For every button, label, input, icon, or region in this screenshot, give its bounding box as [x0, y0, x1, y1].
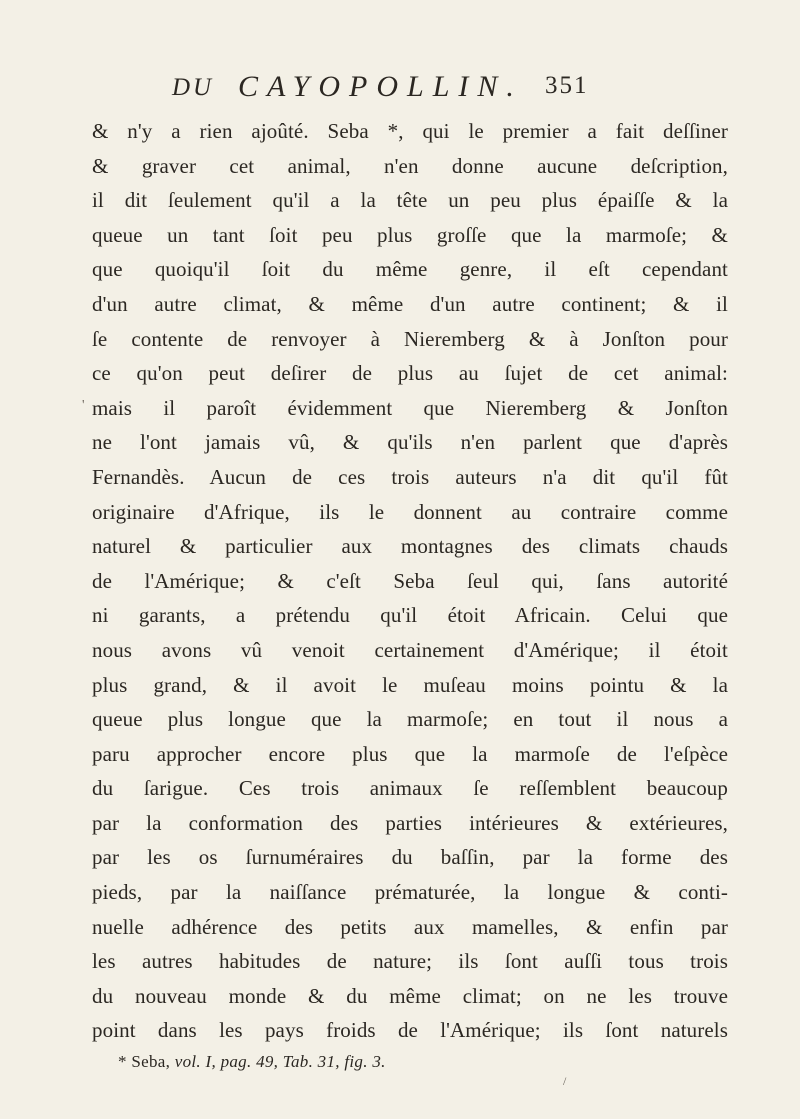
page-number: 351: [545, 72, 589, 99]
text-line: ſe contente de renvoyer à Nieremberg & à Jonſton pour: [92, 326, 728, 351]
text-line: de l'Amérique; & c'eſt Seba ſeul qui, ſans autorité: [92, 568, 728, 593]
footnote-marker: *: [118, 1052, 127, 1071]
text-line: pieds, par la naiſſance prématurée, la longue & conti-: [92, 880, 728, 905]
text-line: point dans les pays froids de l'Amérique; ils ſont naturels: [92, 1018, 728, 1043]
text-line: nuelle adhérence des petits aux mamelles, & enfin par: [92, 914, 728, 939]
text-line: ne l'ont jamais vû, & qu'ils n'en parlent que d'après: [92, 430, 728, 455]
footnote-author: Seba,: [131, 1052, 171, 1071]
text-line: queue un tant ſoit peu plus groſſe que la marmoſe; &: [92, 222, 728, 247]
text-line: originaire d'Afrique, ils le donnent au contraire comme: [92, 499, 728, 524]
body-text: [92, 114, 728, 1048]
running-header: [172, 70, 612, 108]
text-line: d'un autre climat, & même d'un autre continent; & il: [92, 291, 728, 316]
footnote-reference: vol. I, pag. 49,: [174, 1052, 279, 1071]
text-line: naturel & particulier aux montagnes des climats chauds: [92, 534, 728, 559]
text-line: du nouveau monde & du même climat; on ne les trouve: [92, 983, 728, 1008]
text-line: & n'y a rien ajoûté. Seba *, qui le premier a fait deſſiner: [92, 119, 728, 143]
text-line: Fernandès. Aucun de ces trois auteurs n'a dit qu'il fût: [92, 464, 728, 489]
text-line: par la conformation des parties intérieures & extérieures,: [92, 810, 728, 835]
text-line: plus grand, & il avoit le muſeau moins pointu & la: [92, 672, 728, 697]
text-line: mais il paroît évidemment que Nieremberg & Jonſton: [92, 395, 728, 420]
text-line: il dit ſeulement qu'il a la tête un peu plus épaiſſe & la: [92, 188, 728, 213]
header-du: DU: [172, 74, 215, 101]
text-line: du ſarigue. Ces trois animaux ſe reſſemblent beaucoup: [92, 776, 728, 801]
text-line: paru approcher encore plus que la marmoſe de l'eſpèce: [92, 741, 728, 766]
text-line: par les os ſurnuméraires du baſſin, par la forme des: [92, 845, 728, 870]
text-line: queue plus longue que la marmoſe; en tout il nous a: [92, 707, 728, 732]
footnote-table: Tab. 31,: [282, 1052, 340, 1071]
text-line: ce qu'on peut deſirer de plus au ſujet de cet animal:: [92, 361, 728, 386]
text-line: que quoiqu'il ſoit du même genre, il eſt cependant: [92, 257, 728, 282]
text-line: nous avons vû venoit certainement d'Amérique; il étoit: [92, 637, 728, 662]
footnote-figure: fig. 3.: [344, 1052, 386, 1071]
margin-mark: ': [82, 398, 85, 413]
bottom-mark: /: [563, 1074, 567, 1088]
header-title: CAYOPOLLIN.: [238, 70, 523, 103]
text-line: ni garants, a prétendu qu'il étoit Africain. Celui que: [92, 603, 728, 628]
text-line: les autres habitudes de nature; ils ſont auſſi tous trois: [92, 949, 728, 974]
text-line: & graver cet animal, n'en donne aucune deſcription,: [92, 153, 728, 178]
footnote: [118, 1052, 386, 1072]
